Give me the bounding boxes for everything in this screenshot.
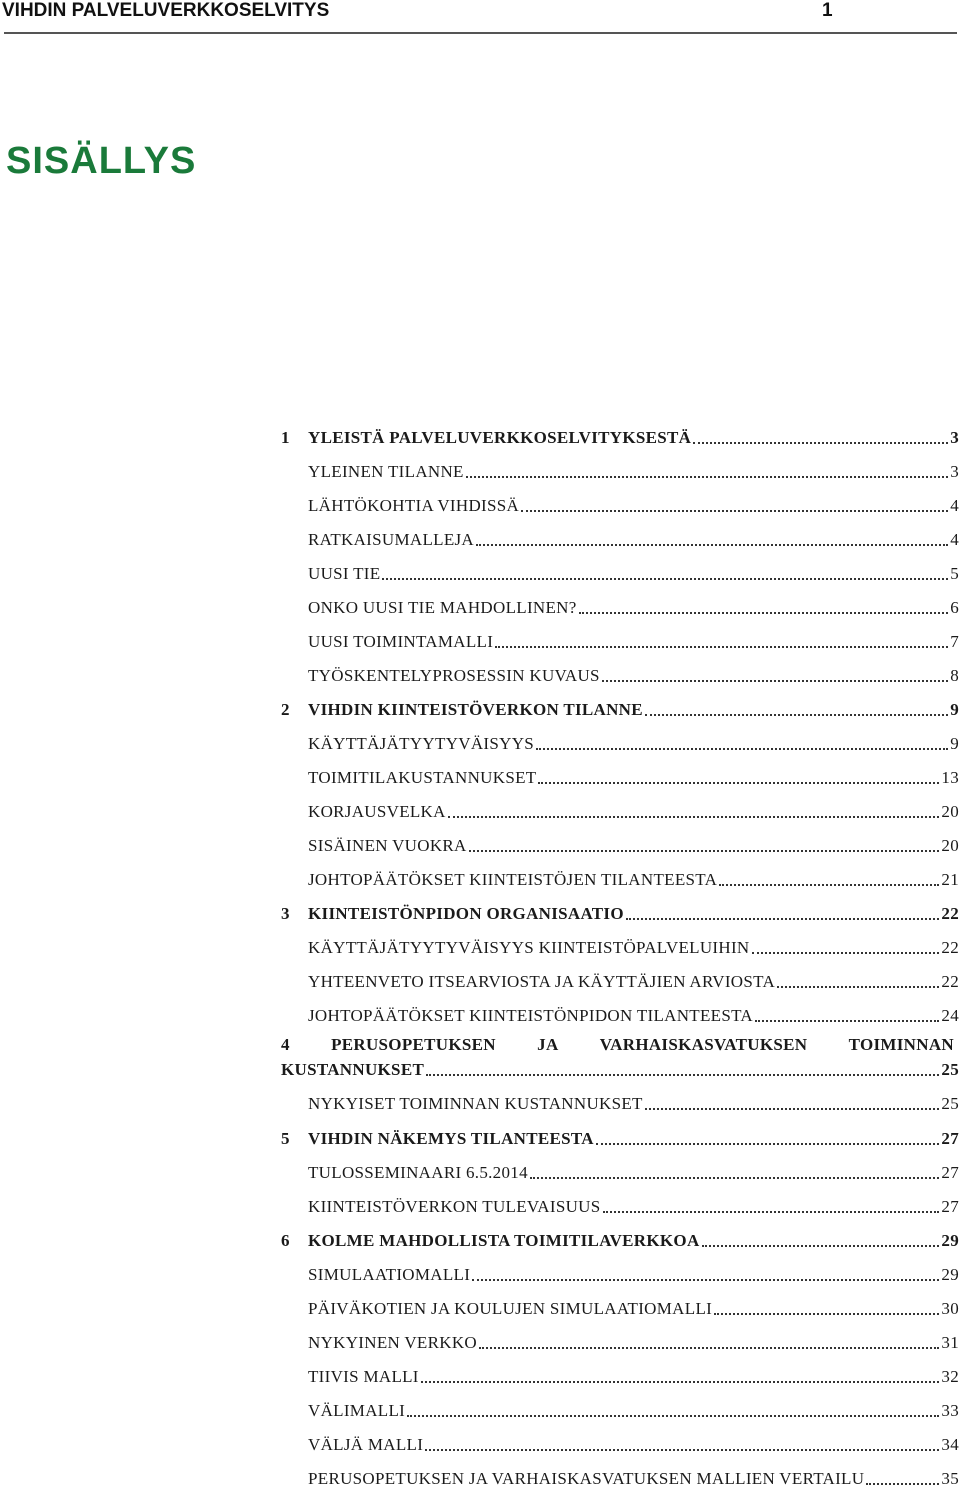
toc-section-entry[interactable] xyxy=(308,458,959,482)
toc-entry-label: YHTEENVETO ITSEARVIOSTA JA KÄYTTÄJIEN ARVIOSTA xyxy=(308,972,776,991)
toc-page-number: 29 xyxy=(941,1265,959,1284)
toc-chapter-number: 1 xyxy=(281,428,290,447)
toc-section-entry[interactable] xyxy=(308,526,959,550)
toc-entry-label: PÄIVÄKOTIEN JA KOULUJEN SIMULAATIOMALLI xyxy=(308,1299,713,1318)
toc-section-entry[interactable] xyxy=(308,1363,959,1387)
toc-section-entry[interactable] xyxy=(308,1002,959,1026)
toc-leader-dots xyxy=(596,1143,940,1145)
toc-entry-label: KIINTEISTÖVERKON TULEVAISUUS xyxy=(308,1197,601,1216)
toc-section-entry[interactable] xyxy=(308,730,959,754)
toc-section-entry[interactable] xyxy=(308,1261,959,1285)
toc-leader-dots xyxy=(645,714,948,716)
toc-chapter-4-word: TOIMINNAN xyxy=(848,1035,954,1054)
toc-entry-label: VÄLJÄ MALLI xyxy=(308,1435,424,1454)
toc-entry-label: TIIVIS MALLI xyxy=(308,1367,419,1386)
header-title: VIHDIN PALVELUVERKKOSELVITYS xyxy=(2,0,330,21)
toc-page-number: 27 xyxy=(941,1163,959,1182)
toc-chapter-number: 2 xyxy=(281,700,290,719)
toc-leader-dots xyxy=(579,612,949,614)
toc-leader-dots xyxy=(495,646,948,648)
toc-page-number: 4 xyxy=(950,496,959,515)
toc-leader-dots xyxy=(476,544,948,546)
toc-entry-label: TULOSSEMINAARI 6.5.2014 xyxy=(308,1163,528,1182)
toc-chapter-number: 3 xyxy=(281,904,290,923)
toc-leader-dots xyxy=(530,1177,940,1179)
toc-page-number: 20 xyxy=(941,802,959,821)
toc-page-number: 29 xyxy=(941,1231,959,1250)
toc-leader-dots xyxy=(702,1245,940,1247)
toc-entry-label: YLEISTÄ PALVELUVERKKOSELVITYKSESTÄ xyxy=(308,428,692,447)
toc-page-number: 35 xyxy=(941,1469,959,1488)
toc-leader-dots xyxy=(536,748,948,750)
toc-page-number: 8 xyxy=(950,666,959,685)
toc-entry-label: TOIMITILAKUSTANNUKSET xyxy=(308,768,537,787)
toc-leader-dots xyxy=(777,986,939,988)
toc-chapter-4-word: VARHAISKASVATUKSEN xyxy=(599,1035,808,1054)
toc-page-number: 21 xyxy=(941,870,959,889)
toc-section-entry[interactable] xyxy=(308,560,959,584)
toc-chapter-number: 6 xyxy=(281,1231,290,1250)
toc-leader-dots xyxy=(425,1449,939,1451)
toc-leader-dots xyxy=(626,918,940,920)
toc-chapter-4-num: 4 xyxy=(281,1035,290,1054)
toc-entry-label: VIHDIN KIINTEISTÖVERKON TILANNE xyxy=(308,700,643,719)
toc-page-number: 22 xyxy=(941,938,959,957)
toc-entry-label: UUSI TOIMINTAMALLI xyxy=(308,632,494,651)
toc-chapter-4-line2[interactable] xyxy=(281,1056,959,1080)
toc-entry-label: KÄYTTÄJÄTYYTYVÄISYYS xyxy=(308,734,535,753)
toc-page-number: 34 xyxy=(941,1435,959,1454)
toc-entry-label: KORJAUSVELKA xyxy=(308,802,446,821)
toc-entry-label: PERUSOPETUKSEN JA VARHAISKASVATUKSEN MALLIEN VERTAILU xyxy=(308,1469,865,1488)
toc-page-number: 13 xyxy=(941,768,959,787)
toc-chapter-4-label-line2: KUSTANNUKSET xyxy=(281,1060,425,1079)
toc-page-number: 3 xyxy=(950,428,959,447)
toc-entry-label: YLEINEN TILANNE xyxy=(308,462,464,481)
toc-leader-dots xyxy=(426,1074,939,1076)
toc-chapter-4-line1[interactable] xyxy=(281,1034,954,1058)
toc-leader-dots xyxy=(382,578,948,580)
toc-chapter-4-word: PERUSOPETUKSEN xyxy=(331,1035,496,1054)
toc-page-number: 25 xyxy=(941,1094,959,1113)
toc-chapter-entry[interactable] xyxy=(281,1125,959,1149)
toc-page-number: 20 xyxy=(941,836,959,855)
toc-leader-dots xyxy=(693,442,948,444)
toc-page-number: 5 xyxy=(950,564,959,583)
toc-chapter-entry[interactable] xyxy=(281,424,959,448)
toc-leader-dots xyxy=(538,782,939,784)
toc-page-number: 6 xyxy=(950,598,959,617)
toc-leader-dots xyxy=(755,1020,939,1022)
toc-leader-dots xyxy=(602,680,948,682)
toc-section-entry[interactable] xyxy=(308,1329,959,1353)
toc-chapter-entry[interactable] xyxy=(281,696,959,720)
toc-section-entry[interactable] xyxy=(308,1090,959,1114)
toc-section-entry[interactable] xyxy=(308,1431,959,1455)
toc-leader-dots xyxy=(479,1347,939,1349)
toc-page-number: 22 xyxy=(941,904,959,923)
toc-page-number: 4 xyxy=(950,530,959,549)
toc-page-number: 22 xyxy=(941,972,959,991)
toc-leader-dots xyxy=(714,1313,939,1315)
toc-section-entry[interactable] xyxy=(308,492,959,516)
toc-chapter-4-word: JA xyxy=(537,1035,559,1054)
toc-entry-label: ONKO UUSI TIE MAHDOLLINEN? xyxy=(308,598,577,617)
toc-page-number: 9 xyxy=(950,734,959,753)
toc-page-number: 27 xyxy=(941,1197,959,1216)
toc-entry-label: KOLME MAHDOLLISTA TOIMITILAVERKKOA xyxy=(308,1231,700,1250)
toc-entry-label: SISÄINEN VUOKRA xyxy=(308,836,467,855)
toc-leader-dots xyxy=(521,510,948,512)
toc-page-number: 24 xyxy=(941,1006,959,1025)
toc-entry-label: TYÖSKENTELYPROSESSIN KUVAUS xyxy=(308,666,600,685)
toc-section-entry[interactable] xyxy=(308,1465,959,1489)
toc-page-number: 27 xyxy=(941,1129,959,1148)
toc-leader-dots xyxy=(448,816,940,818)
toc-chapter-4-page: 25 xyxy=(941,1060,959,1079)
toc-section-entry[interactable] xyxy=(308,764,959,788)
toc-entry-label: KIINTEISTÖNPIDON ORGANISAATIO xyxy=(308,904,624,923)
toc-leader-dots xyxy=(472,1279,939,1281)
toc-section-entry[interactable] xyxy=(308,1397,959,1421)
toc-page-number: 7 xyxy=(950,632,959,651)
toc-section-entry[interactable] xyxy=(308,594,959,618)
page-title: SISÄLLYS xyxy=(6,140,197,182)
toc-section-entry[interactable] xyxy=(308,832,959,856)
toc-leader-dots xyxy=(645,1108,940,1110)
toc-leader-dots xyxy=(469,850,940,852)
toc-section-entry[interactable] xyxy=(308,1295,959,1319)
toc-section-entry[interactable] xyxy=(308,628,959,652)
toc-page-number: 3 xyxy=(950,462,959,481)
toc-page-number: 32 xyxy=(941,1367,959,1386)
toc-page-number: 30 xyxy=(941,1299,959,1318)
toc-chapter-number: 5 xyxy=(281,1129,290,1148)
toc-entry-label: JOHTOPÄÄTÖKSET KIINTEISTÖNPIDON TILANTEESTA xyxy=(308,1006,754,1025)
toc-entry-label: UUSI TIE xyxy=(308,564,381,583)
toc-section-entry[interactable] xyxy=(308,798,959,822)
toc-leader-dots xyxy=(466,476,948,478)
toc-chapter-entry[interactable] xyxy=(281,900,959,924)
toc-chapter-entry[interactable] xyxy=(281,1227,959,1251)
toc-entry-label: LÄHTÖKOHTIA VIHDISSÄ xyxy=(308,496,520,515)
toc-leader-dots xyxy=(407,1415,939,1417)
toc-section-entry[interactable] xyxy=(308,866,959,890)
toc-entry-label: VÄLIMALLI xyxy=(308,1401,406,1420)
toc-section-entry[interactable] xyxy=(308,934,959,958)
toc-section-entry[interactable] xyxy=(308,968,959,992)
toc-section-entry[interactable] xyxy=(308,1159,959,1183)
toc-entry-label: RATKAISUMALLEJA xyxy=(308,530,474,549)
toc-leader-dots xyxy=(421,1381,940,1383)
toc-leader-dots xyxy=(603,1211,940,1213)
toc-leader-dots xyxy=(719,884,939,886)
header-page-number: 1 xyxy=(822,0,833,21)
toc-page-number: 9 xyxy=(950,700,959,719)
toc-leader-dots xyxy=(752,952,940,954)
toc-leader-dots xyxy=(866,1483,939,1485)
toc-entry-label: SIMULAATIOMALLI xyxy=(308,1265,471,1284)
toc-page-number: 31 xyxy=(941,1333,959,1352)
toc-entry-label: NYKYISET TOIMINNAN KUSTANNUKSET xyxy=(308,1094,643,1113)
toc-section-entry[interactable] xyxy=(308,1193,959,1217)
toc-page-number: 33 xyxy=(941,1401,959,1420)
toc-section-entry[interactable] xyxy=(308,662,959,686)
toc-entry-label: VIHDIN NÄKEMYS TILANTEESTA xyxy=(308,1129,594,1148)
toc-entry-label: JOHTOPÄÄTÖKSET KIINTEISTÖJEN TILANTEESTA xyxy=(308,870,718,889)
toc-entry-label: KÄYTTÄJÄTYYTYVÄISYYS KIINTEISTÖPALVELUIHIN xyxy=(308,938,750,957)
toc-entry-label: NYKYINEN VERKKO xyxy=(308,1333,477,1352)
